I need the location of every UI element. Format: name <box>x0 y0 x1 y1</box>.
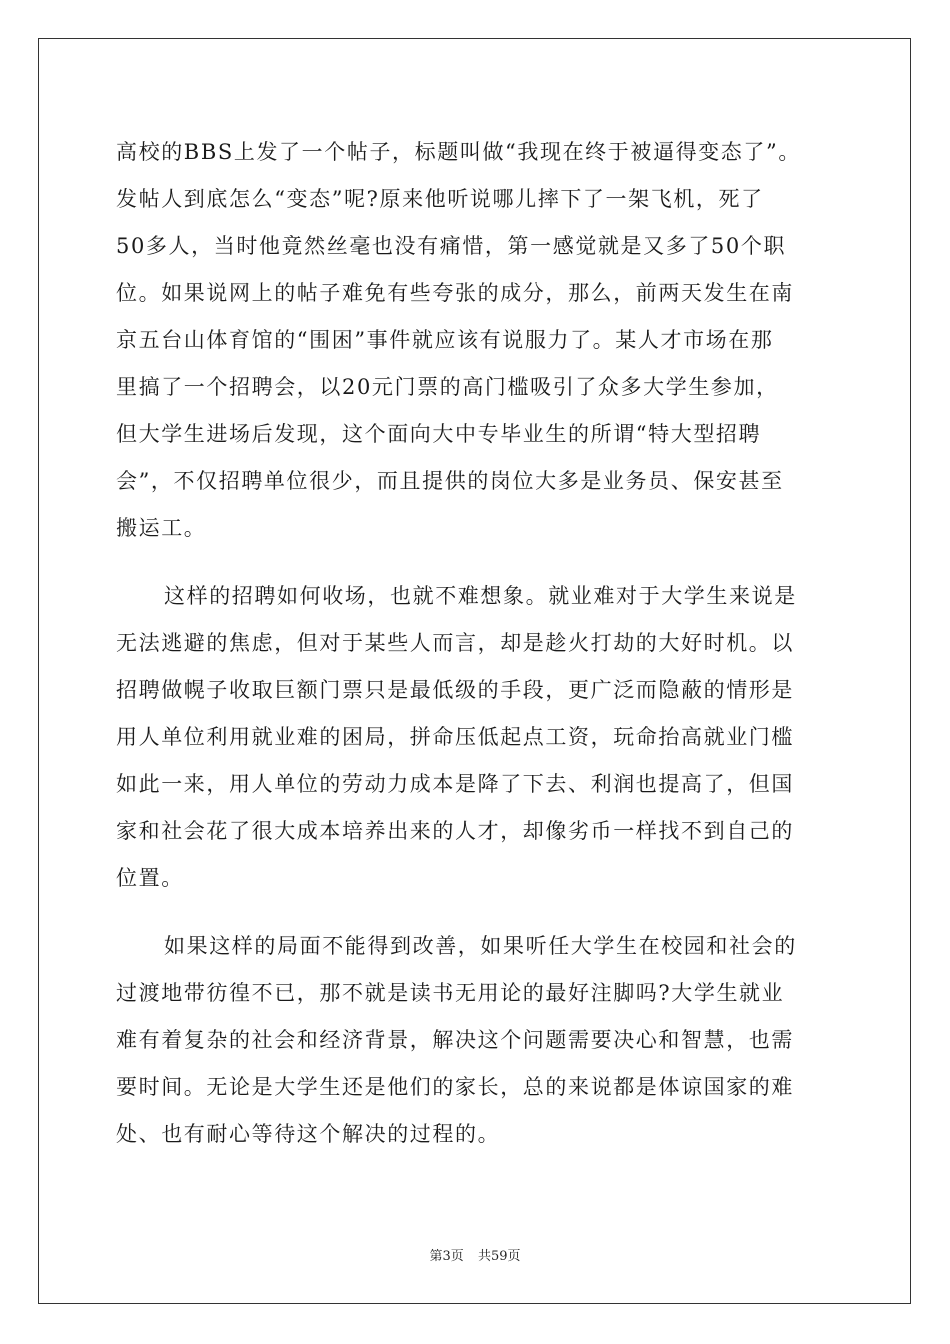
text-line: 难有着复杂的社会和经济背景，解决这个问题需要决心和智慧，也需 <box>116 1028 794 1052</box>
text-line: 50多人，当时他竟然丝毫也没有痛惜，第一感觉就是又多了50个职 <box>116 234 787 258</box>
text-line: 招聘做幌子收取巨额门票只是最低级的手段，更广泛而隐蔽的情形是 <box>116 678 794 702</box>
page-number: 第3页 <box>429 1249 464 1264</box>
text-line: 要时间。无论是大学生还是他们的家长，总的来说都是体谅国家的难 <box>116 1075 794 1099</box>
text-line: 高校的BBS上发了一个帖子，标题叫做“我现在终于被逼得变态了”。 <box>116 140 801 164</box>
page-total: 共59页 <box>477 1249 521 1264</box>
text-line: 里搞了一个招聘会，以20元门票的高门槛吸引了众多大学生参加， <box>116 375 779 399</box>
text-line: 家和社会花了很大成本培养出来的人才，却像劣币一样找不到自己的 <box>116 819 794 843</box>
text-line: 会”，不仅招聘单位很少，而且提供的岗位大多是业务员、保安甚至 <box>116 469 784 493</box>
text-line: 如此一来，用人单位的劳动力成本是降了下去、利润也提高了，但国 <box>116 772 794 796</box>
text-line: 京五台山体育馆的“围困”事件就应该有说服力了。某人才市场在那 <box>116 328 774 352</box>
text-line: 发帖人到底怎么“变态”呢?原来他听说哪儿摔下了一架飞机，死了 <box>116 187 764 211</box>
text-line: 这样的招聘如何收场，也就不难想象。就业难对于大学生来说是 <box>164 584 797 608</box>
text-line: 但大学生进场后发现，这个面向大中专毕业生的所谓“特大型招聘 <box>116 422 762 446</box>
text-line: 过渡地带彷徨不已，那不就是读书无用论的最好注脚吗?大学生就业 <box>116 981 785 1005</box>
page-footer <box>0 1249 950 1265</box>
text-line: 位置。 <box>116 866 184 890</box>
text-line: 如果这样的局面不能得到改善，如果听任大学生在校园和社会的 <box>164 934 797 958</box>
text-line: 搬运工。 <box>116 516 207 540</box>
text-line: 处、也有耐心等待这个解决的过程的。 <box>116 1122 501 1146</box>
text-line: 无法逃避的焦虑，但对于某些人而言，却是趁火打劫的大好时机。以 <box>116 631 794 655</box>
page-border <box>38 38 911 1304</box>
text-line: 位。如果说网上的帖子难免有些夸张的成分，那么，前两天发生在南 <box>116 281 794 305</box>
text-line: 用人单位利用就业难的困局，拼命压低起点工资，玩命抬高就业门槛 <box>116 725 794 749</box>
